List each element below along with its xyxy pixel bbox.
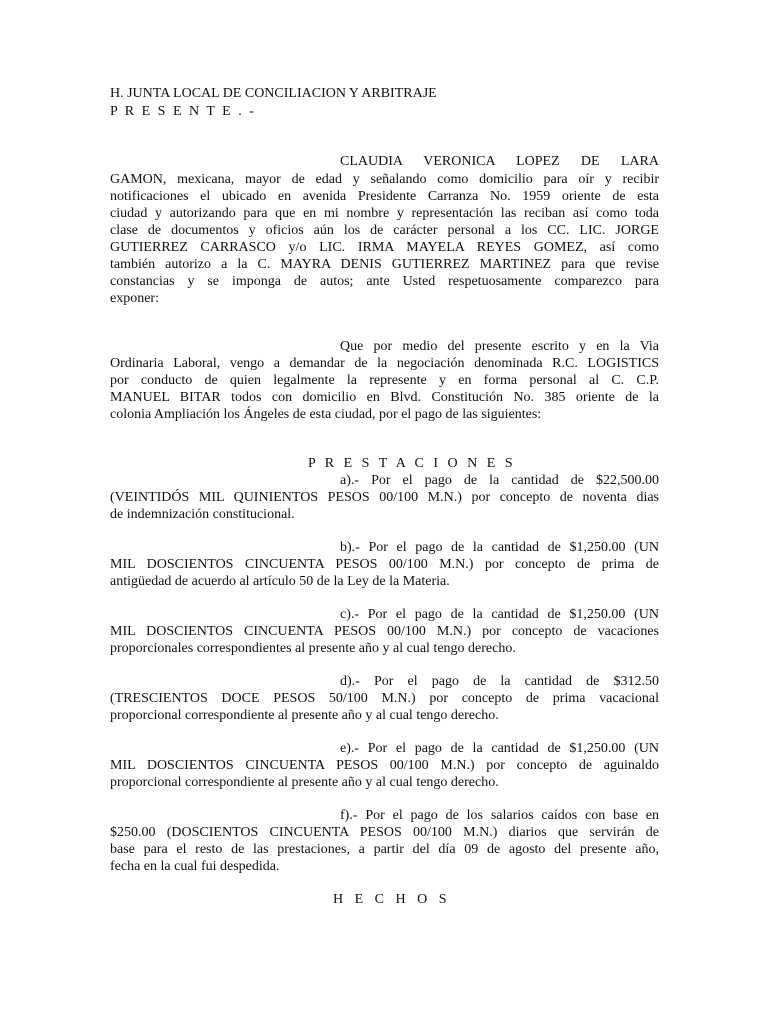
intro-line: notificaciones el ubicado en avenida Presidente Carranza No. 1959 oriente de esta bbox=[110, 189, 659, 204]
presente-line: P R E S E N T E . - bbox=[110, 104, 256, 119]
prestacion-d-line: proporcional correspondiente al presente año y al cual tengo derecho. bbox=[110, 708, 499, 723]
intro-line: exponer: bbox=[110, 291, 159, 306]
prestacion-d-line: (TRESCIENTOS DOCE PESOS 50/100 M.N.) por concepto de prima vacacional bbox=[110, 691, 659, 706]
prestacion-c-line: c).- Por el pago de la cantidad de $1,250.00 (UN bbox=[340, 607, 659, 622]
prestacion-a-line: de indemnización constitucional. bbox=[110, 507, 295, 522]
intro-line: CLAUDIA VERONICA LOPEZ DE LARA bbox=[340, 154, 659, 169]
demand-line: Que por medio del presente escrito y en la Via bbox=[340, 339, 659, 354]
prestacion-c-line: proporcionales correspondientes al presente año y al cual tengo derecho. bbox=[110, 641, 516, 656]
prestacion-f-line: base para el resto de las prestaciones, a partir del día 09 de agosto del presente año, bbox=[110, 842, 659, 857]
prestacion-e-line: MIL DOSCIENTOS CINCUENTA PESOS 00/100 M.N.) por concepto de aguinaldo bbox=[110, 758, 659, 773]
prestacion-b-line: b).- Por el pago de la cantidad de $1,250.00 (UN bbox=[340, 540, 659, 555]
intro-line: GUTIERREZ CARRASCO y/o LIC. IRMA MAYELA REYES GOMEZ, así como bbox=[110, 240, 659, 255]
hechos-heading: H E C H O S bbox=[333, 892, 451, 907]
intro-line: ciudad y autorizando para que en mi nombre y representación las reciban así como toda bbox=[110, 206, 659, 221]
prestacion-a-line: (VEINTIDÓS MIL QUINIENTOS PESOS 00/100 M.N.) por concepto de noventa dias bbox=[110, 490, 659, 505]
prestacion-d-line: d).- Por el pago de la cantidad de $312.50 bbox=[340, 674, 659, 689]
intro-line: constancias y se imponga de autos; ante Usted respetuosamente comparezco para bbox=[110, 274, 659, 289]
addressee-line: H. JUNTA LOCAL DE CONCILIACION Y ARBITRAJE bbox=[110, 86, 437, 101]
demand-line: colonia Ampliación los Ángeles de esta ciudad, por el pago de las siguientes: bbox=[110, 407, 542, 422]
demand-line: Ordinaria Laboral, vengo a demandar de la negociación denominada R.C. LOGISTICS bbox=[110, 356, 659, 371]
prestaciones-heading: P R E S T A C I O N E S bbox=[308, 456, 516, 471]
intro-line: también autorizo a la C. MAYRA DENIS GUTIERREZ MARTINEZ para que revise bbox=[110, 257, 659, 272]
intro-line: clase de documentos y oficios aún los de carácter personal a los CC. LIC. JORGE bbox=[110, 223, 659, 238]
prestacion-f-line: f).- Por el pago de los salarios caídos con base en bbox=[340, 808, 659, 823]
prestacion-c-line: MIL DOSCIENTOS CINCUENTA PESOS 00/100 M.N.) por concepto de vacaciones bbox=[110, 624, 659, 639]
prestacion-e-line: proporcional correspondiente al presente año y al cual tengo derecho. bbox=[110, 775, 499, 790]
demand-line: por conducto de quien legalmente la represente y en forma personal al C. C.P. bbox=[110, 373, 659, 388]
prestacion-a-line: a).- Por el pago de la cantidad de $22,500.00 bbox=[340, 473, 659, 488]
prestacion-f-line: $250.00 (DOSCIENTOS CINCUENTA PESOS 00/100 M.N.) diarios que servirán de bbox=[110, 825, 659, 840]
intro-line: GAMON, mexicana, mayor de edad y señalando como domicilio para oír y recibir bbox=[110, 172, 659, 187]
prestacion-b-line: MIL DOSCIENTOS CINCUENTA PESOS 00/100 M.N.) por concepto de prima de bbox=[110, 557, 659, 572]
prestacion-b-line: antigüedad de acuerdo al artículo 50 de la Ley de la Materia. bbox=[110, 574, 450, 589]
prestacion-e-line: e).- Por el pago de la cantidad de $1,250.00 (UN bbox=[340, 741, 659, 756]
prestacion-f-line: fecha en la cual fui despedida. bbox=[110, 859, 280, 874]
demand-line: MANUEL BITAR todos con domicilio en Blvd. Constitución No. 385 oriente de la bbox=[110, 390, 659, 405]
